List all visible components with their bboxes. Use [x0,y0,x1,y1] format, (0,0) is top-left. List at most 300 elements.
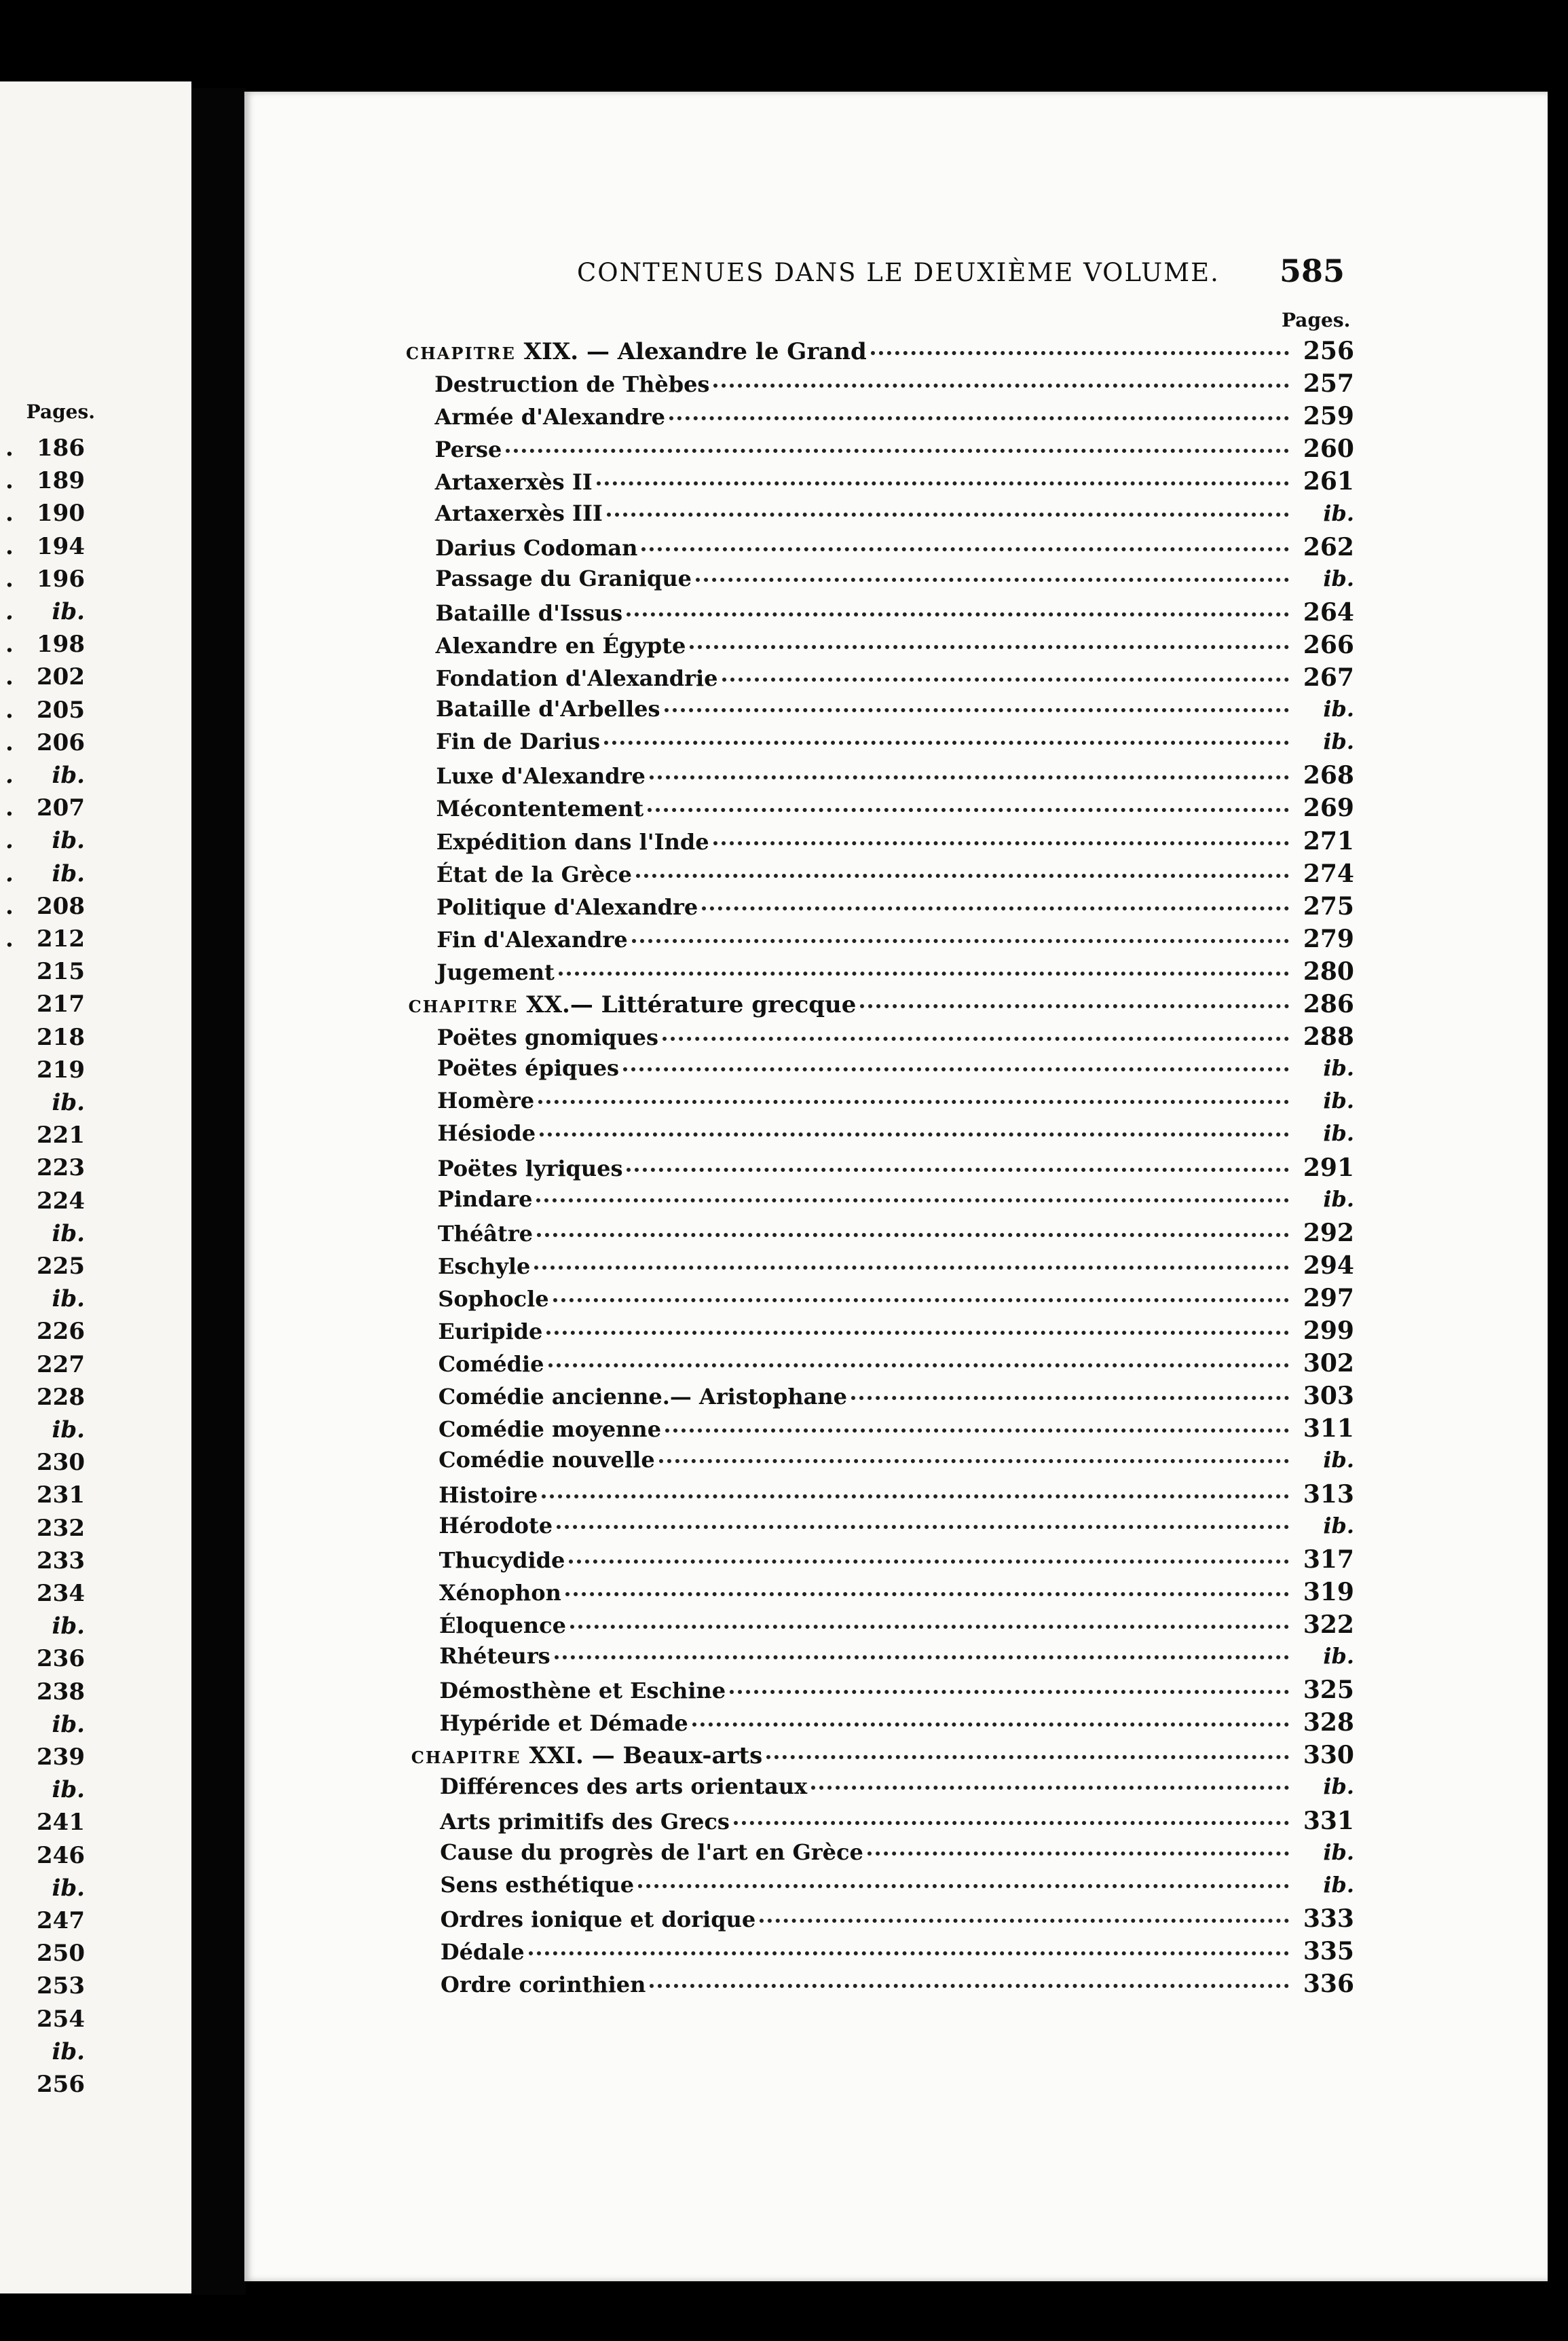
dot-leader [659,1459,1289,1463]
dot-leader [860,1004,1289,1008]
entry-label: Luxe d'Alexandre [436,763,646,790]
dot-leader [650,1984,1289,1988]
dot-leader [696,578,1289,582]
entry-page-number: 302 [1303,1349,1354,1378]
entry-page-number: ib. [1323,1643,1354,1669]
left-page-number: . 190 [5,500,85,528]
dot-leader [867,1851,1289,1856]
entry-label: Ordres ionique et dorique [440,1906,756,1932]
toc-entry [436,925,1354,957]
entry-label: Histoire [438,1481,538,1508]
entry-title [436,959,554,985]
entry-title [435,469,593,495]
left-page-number: 246 [37,1841,85,1869]
entry-label: Différences des arts orientaux [439,1773,808,1800]
entry-title [435,535,637,561]
entry-page-number: 303 [1303,1382,1354,1411]
entry-label: Politique d'Alexandre [436,893,698,920]
leader-dot: . [5,762,14,789]
entry-label: Poëtes lyriques [437,1155,623,1181]
entry-page-number: 259 [1303,402,1354,431]
left-page-number: 239 [37,1744,85,1771]
chapter-title [411,1742,763,1769]
chapter-title [409,991,857,1018]
chapter-heading-row [406,337,1354,369]
entry-label: Alexandre en Égypte [435,632,686,659]
left-page-number: 231 [37,1481,85,1509]
entry-label: Thucydide [438,1547,565,1573]
left-page-number: . 206 [5,729,85,756]
entry-page-number: 297 [1303,1283,1354,1312]
entry-title [438,1447,655,1473]
dot-leader [627,1168,1289,1172]
dot-leader [627,612,1289,616]
dot-leader [536,1198,1289,1202]
entry-label: Démosthène et Eschine [439,1678,726,1704]
toc-entry [441,1904,1354,1937]
entry-page-number: ib. [1323,1120,1354,1147]
leader-dot: . [5,827,14,855]
dot-leader [766,1755,1289,1759]
entry-label: Hypéride et Démade [439,1710,688,1737]
entry-title [439,1580,561,1606]
entry-page-number: 261 [1303,467,1354,496]
left-page-number: . 189 [5,467,85,495]
entry-page-number: 280 [1303,957,1354,986]
chapter-label: CHAPITRE [411,1748,521,1768]
entry-page-number: 313 [1303,1479,1354,1509]
entry-page-number: ib. [1323,1088,1354,1114]
entry-label: Expédition dans l'Inde [436,828,709,855]
entry-title [435,600,622,626]
toc-entry [436,860,1354,892]
entry-title [436,927,627,953]
entry-page-number: 335 [1303,1936,1354,1966]
entry-title [438,1253,530,1279]
left-page-number: . ib. [5,860,85,887]
toc-entry [440,1708,1354,1741]
entry-title [440,1839,863,1865]
entry-title [438,1156,623,1181]
leader-dot: . [5,598,14,625]
entry-title [438,1286,548,1312]
entry-page-number: 331 [1303,1806,1354,1835]
toc-entry [439,1578,1354,1610]
entry-title [440,1809,730,1835]
left-page-number: 228 [37,1383,85,1411]
left-page-number: ib. [52,1285,85,1313]
entry-page-number: 325 [1303,1676,1354,1705]
entry-title [434,404,665,430]
entry-page-number: 292 [1303,1218,1354,1247]
entry-label: Eschyle [438,1253,531,1279]
entry-label: XXI. — Beaux-arts [529,1742,763,1770]
entry-title [435,566,692,591]
entry-page-number: 291 [1303,1153,1354,1182]
dot-leader [570,1625,1289,1629]
entry-label: Mécontentement [436,796,644,822]
dot-leader [871,351,1289,355]
entry-page-number: 266 [1303,630,1354,659]
entry-page-number: 294 [1303,1251,1354,1280]
toc-entry [435,566,1354,598]
entry-page-number: 330 [1303,1741,1354,1770]
entry-page-number: 317 [1303,1545,1354,1574]
entry-title [436,829,709,855]
running-head: CONTENUES DANS LE DEUXIÈME VOLUME. [577,258,1220,287]
dot-leader [650,775,1289,779]
toc-entry [434,369,1354,402]
entry-page-number: 286 [1303,990,1354,1018]
left-page-number: 224 [37,1187,85,1215]
left-page-number: . 186 [5,435,85,462]
entry-label: Rhéteurs [439,1643,550,1669]
dot-leader [811,1786,1289,1790]
entry-title [441,1906,756,1932]
entry-title [436,665,718,691]
entry-page-number: 274 [1303,859,1354,888]
dot-leader [690,645,1289,649]
dot-leader [662,1037,1289,1041]
dot-leader [713,841,1289,845]
entry-label: État de la Grèce [436,861,632,887]
entry-label: Bataille d'Issus [435,600,623,626]
left-page-number: 256 [37,2071,85,2098]
dot-leader [665,1428,1289,1433]
toc-entry [436,761,1354,794]
left-page-number: 236 [37,1645,85,1673]
entry-title [435,500,603,526]
pages-column-label: Pages. [1282,309,1351,331]
leader-dot: . [5,532,14,560]
entry-page-number: 311 [1303,1414,1354,1443]
toc-entry [440,1807,1354,1839]
left-page-number: . 208 [5,892,85,920]
entry-label: Fin de Darius [436,729,601,755]
toc-entry [435,467,1354,500]
entry-page-number: 336 [1303,1970,1354,1998]
toc-entry [435,533,1354,566]
toc-entry [435,500,1354,533]
left-page-number: ib. [52,1219,85,1247]
left-page-number: ib. [52,2038,85,2065]
entry-label: Poëtes gnomiques [436,1025,658,1051]
entry-page-number: 268 [1303,761,1354,790]
entry-title [435,437,502,462]
entry-page-number: 319 [1303,1577,1354,1606]
entry-title [436,763,646,789]
page-number: 585 [1280,253,1345,289]
left-page-number: 223 [37,1154,85,1182]
toc-entry [437,1022,1354,1055]
entry-label: Artaxerxès II [434,469,593,496]
entry-label: XX.— Littérature grecque [526,991,857,1018]
dot-leader [648,808,1289,812]
entry-page-number: ib. [1323,500,1354,526]
left-page-number: . 198 [5,631,85,659]
leader-dot: . [5,892,14,920]
toc-entry [438,1349,1354,1382]
entry-label: Xénophon [438,1579,561,1606]
toc-entry [436,729,1354,761]
dot-leader [565,1592,1289,1596]
chapter-title [406,338,867,365]
left-pages-label: Pages. [26,401,95,423]
chapter-heading-row [409,990,1354,1022]
left-page-number: 234 [37,1580,85,1607]
left-page-number: ib. [52,1612,85,1640]
entry-title [439,1678,726,1703]
entry-title [438,1319,542,1344]
dot-leader [730,1690,1289,1694]
toc-entry [438,1186,1354,1219]
entry-label: Comédie ancienne.— Aristophane [438,1384,847,1410]
entry-page-number: ib. [1323,1871,1354,1898]
toc-entry [440,1773,1354,1806]
left-page-number: 217 [37,991,85,1018]
dot-leader [597,481,1289,485]
toc-entry [438,1219,1354,1251]
entry-label: Théâtre [437,1220,534,1247]
left-page-number: 226 [37,1318,85,1346]
left-page-number: 232 [37,1514,85,1542]
entry-title [436,633,686,659]
entry-title [439,1547,565,1573]
dot-leader [638,1884,1289,1888]
entry-page-number: 279 [1303,924,1354,953]
entry-label: Poëtes épiques [436,1055,620,1082]
entry-title [440,1773,807,1799]
entry-page-number: ib. [1323,1055,1354,1082]
entry-page-number: 275 [1303,891,1354,921]
left-page-number: 247 [37,1907,85,1934]
dot-leader [604,741,1289,745]
entry-title [438,1186,533,1212]
leader-dot: . [5,794,14,822]
entry-label: Dédale [440,1938,525,1965]
left-page-number: 250 [37,1940,85,1968]
toc-entry [436,696,1354,729]
toc-entry [439,1643,1354,1676]
toc-entry [436,663,1354,696]
toc-entry [435,435,1354,467]
entry-label: Bataille d'Arbelles [435,696,660,722]
entry-title [436,894,698,920]
toc-entry [437,1120,1354,1153]
toc-entry [434,402,1354,435]
entry-title [440,1710,688,1736]
dot-leader [632,939,1289,943]
leader-dot: . [5,729,14,756]
toc-entry [439,1610,1354,1643]
toc-entry [438,1513,1354,1545]
dot-leader [538,1100,1289,1104]
entry-page-number: ib. [1323,1185,1354,1212]
dot-leader [553,1298,1289,1302]
left-page-number: ib. [52,1776,85,1804]
dot-leader [529,1951,1289,1955]
leader-dot: . [5,631,14,659]
left-page-number: . 207 [5,794,85,822]
left-page-number: . 196 [5,565,85,593]
dot-leader [641,547,1289,551]
entry-page-number: 269 [1303,794,1354,823]
left-page-number: 241 [37,1809,85,1837]
dot-leader [548,1363,1289,1367]
toc-entry [438,1447,1354,1479]
leader-dot: . [5,435,14,462]
dot-leader [559,972,1289,976]
entry-title [438,1384,847,1409]
left-page-number: 218 [37,1023,85,1051]
entry-title [440,1872,634,1898]
entry-page-number: ib. [1323,1447,1354,1473]
entry-title [437,1055,619,1081]
entry-page-number: 257 [1303,369,1354,399]
left-page-number: . ib. [5,762,85,789]
leader-dot: . [5,500,14,528]
left-page-number: 253 [37,1972,85,2000]
entry-label: Arts primitifs des Grecs [440,1808,730,1835]
entry-page-number: 333 [1303,1904,1354,1933]
entry-label: Armée d'Alexandre [434,404,665,430]
toc-entry [436,957,1354,990]
dot-leader [506,449,1289,453]
entry-page-number: 264 [1303,597,1354,627]
entry-page-number: 271 [1303,826,1354,855]
toc-entry [438,1251,1354,1284]
entry-page-number: ib. [1323,729,1354,755]
entry-page-number: 256 [1303,337,1354,365]
toc-entry [438,1284,1354,1316]
left-page-number: 227 [37,1350,85,1378]
toc-entry [438,1316,1354,1349]
left-page-number: 219 [37,1056,85,1084]
left-page-number: 225 [37,1253,85,1280]
leader-dot: . [5,565,14,593]
entry-title [437,1088,534,1113]
toc-entry [438,1382,1354,1414]
entry-page-number: ib. [1323,696,1354,722]
entry-page-number: 288 [1303,1022,1354,1052]
entry-label: Artaxerxès III [434,500,603,526]
entry-label: Jugement [436,959,555,985]
entry-page-number: 322 [1303,1610,1354,1639]
toc-entry [436,892,1354,925]
left-page-number: . 202 [5,663,85,691]
toc-entry [439,1676,1354,1708]
entry-page-number: 299 [1303,1316,1354,1345]
entry-title [438,1416,661,1442]
dot-leader [702,906,1289,910]
dot-leader [692,1722,1289,1727]
entry-label: Perse [434,437,502,463]
entry-label: Ordre corinthien [441,1972,646,1997]
entry-label: Passage du Granique [435,565,692,591]
entry-title [436,862,632,887]
entry-label: Destruction de Thèbes [434,371,710,398]
toc-entry [436,794,1354,826]
toc-entry [437,1055,1354,1088]
entry-label: Fin d'Alexandre [436,926,628,953]
left-page-number: ib. [52,1089,85,1116]
entry-label: Euripide [438,1319,543,1344]
toc-entry [441,1970,1354,2002]
left-page-number: 221 [37,1122,85,1149]
entry-title [438,1482,538,1508]
entry-label: XIX. — Alexandre le Grand [523,338,867,365]
left-page-number: . 205 [5,696,85,724]
entry-label: Éloquence [439,1612,567,1638]
entry-title [438,1351,544,1377]
toc-entry [439,1545,1354,1578]
toc-entry [437,1088,1354,1120]
entry-page-number: ib. [1323,565,1354,591]
leader-dot: . [5,696,14,724]
dot-leader [760,1919,1289,1923]
entry-label: Hésiode [437,1120,536,1147]
entry-label: Pindare [437,1185,533,1212]
left-page-number: ib. [52,1710,85,1738]
entry-title [437,1120,536,1146]
toc-entry [440,1872,1354,1904]
left-page-number: . ib. [5,598,85,625]
dot-leader [722,678,1289,682]
entry-label: Darius Codoman [435,534,638,561]
entry-title [436,796,644,822]
leader-dot: . [5,925,14,953]
dot-leader [569,1560,1289,1564]
entry-title [436,696,660,722]
toc-entry [436,827,1354,860]
toc-entry [438,1480,1354,1513]
dot-leader [636,874,1289,878]
dot-leader [665,708,1289,712]
entry-title [439,1643,550,1669]
entry-label: Comédie [438,1351,544,1378]
entry-page-number: 328 [1303,1708,1354,1737]
entry-label: Homère [437,1088,535,1114]
dot-leader [557,1525,1289,1529]
entry-page-number: 267 [1303,663,1354,692]
left-page-number: ib. [52,1416,85,1443]
left-page-number: . 194 [5,532,85,560]
entry-label: Sophocle [438,1285,549,1312]
entry-page-number: ib. [1323,1839,1354,1865]
entry-label: Fondation d'Alexandrie [435,665,718,691]
left-page-number: ib. [52,1874,85,1902]
entry-page-number: 260 [1303,435,1354,464]
toc-entry [436,631,1354,663]
entry-page-number: ib. [1323,1773,1354,1800]
entry-page-number: ib. [1323,1512,1354,1538]
entry-title [438,1221,533,1247]
entry-label: Hérodote [438,1512,553,1538]
dot-leader [851,1396,1289,1400]
entry-title [441,1972,646,1997]
entry-title [437,1025,658,1050]
left-page-number: 230 [37,1449,85,1477]
left-page-number: . ib. [5,827,85,855]
dot-leader [546,1331,1289,1335]
entry-page-number: 262 [1303,532,1354,561]
leader-dot: . [5,467,14,495]
entry-title [434,371,709,397]
dot-leader [534,1266,1289,1270]
left-page [0,81,191,2293]
toc-entry [435,598,1354,631]
chapter-label: CHAPITRE [408,997,519,1016]
